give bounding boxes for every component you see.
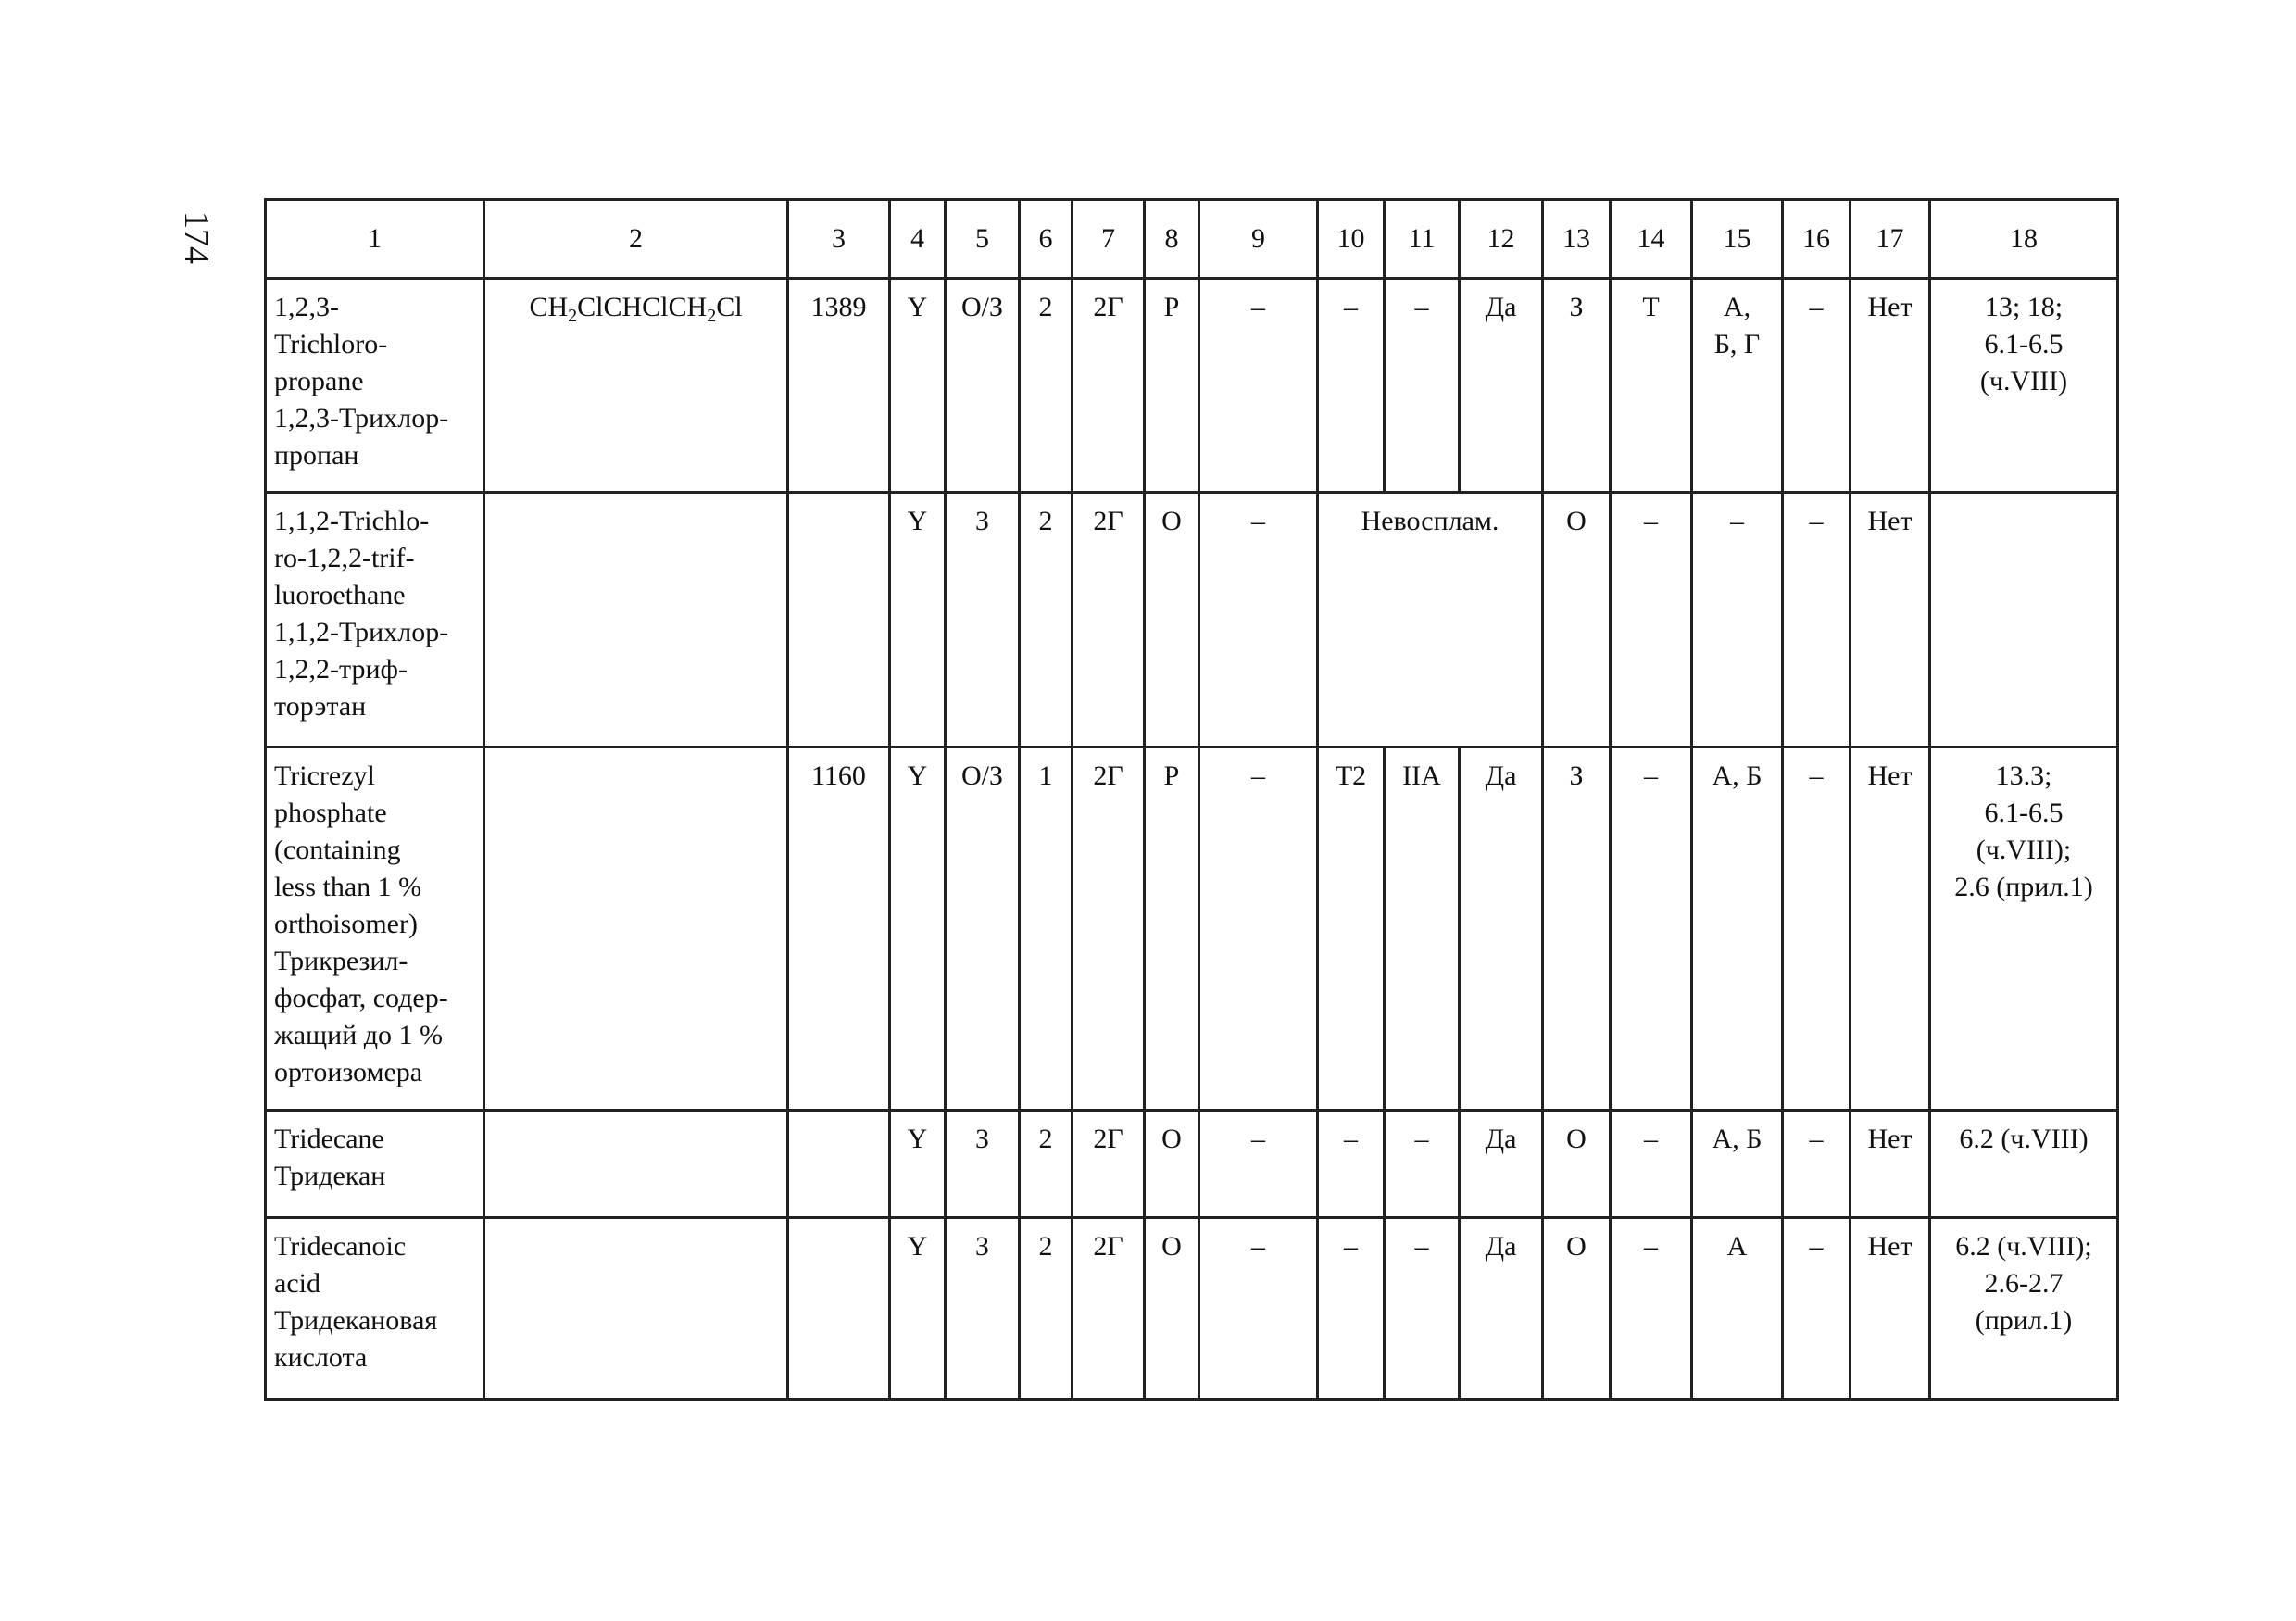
formula-cell xyxy=(484,493,788,748)
cell-col18 xyxy=(1930,1218,2118,1400)
name-line: phosphate xyxy=(274,798,387,828)
header-cell: 10 xyxy=(1318,200,1385,279)
cell-col17: Нет xyxy=(1851,1111,1930,1218)
name-line: жащий до 1 % xyxy=(274,1020,444,1050)
cell-line: (ч.VIII); xyxy=(1976,835,2072,865)
header-cell: 15 xyxy=(1692,200,1783,279)
cell-col5: З xyxy=(946,1111,1020,1218)
cell-col18 xyxy=(1930,748,2118,1111)
cell-col10-12-merged: Невосплам. xyxy=(1318,493,1543,748)
name-line: (containing xyxy=(274,835,401,865)
cell-col8: Р xyxy=(1145,279,1199,493)
substance-name-cell xyxy=(266,748,484,1111)
cell-col13: О xyxy=(1543,1111,1611,1218)
header-cell: 1 xyxy=(266,200,484,279)
cell-line: 6.1-6.5 xyxy=(1984,798,2064,828)
cell-col17: Нет xyxy=(1851,279,1930,493)
table-row xyxy=(266,1218,2118,1400)
substance-table xyxy=(264,198,2119,1401)
cell-col5: З xyxy=(946,493,1020,748)
cell-col3 xyxy=(788,1111,890,1218)
header-cell: 5 xyxy=(946,200,1020,279)
name-line: Tridecane xyxy=(274,1124,384,1154)
name-line: ортоизомера xyxy=(274,1057,423,1087)
cell-line: 2.6 (прил.1) xyxy=(1954,872,2093,902)
table-row xyxy=(266,1111,2118,1218)
cell-col18 xyxy=(1930,1111,2118,1218)
name-line: Тридекан xyxy=(274,1161,386,1191)
cell-col10: – xyxy=(1318,1218,1385,1400)
header-cell: 8 xyxy=(1145,200,1199,279)
cell-col13: З xyxy=(1543,748,1611,1111)
substance-name-cell xyxy=(266,1111,484,1218)
cell-col15: А xyxy=(1692,1218,1783,1400)
header-cell: 9 xyxy=(1199,200,1318,279)
cell-col16: – xyxy=(1783,1218,1851,1400)
cell-col7: 2Г xyxy=(1073,1111,1145,1218)
header-cell: 12 xyxy=(1460,200,1543,279)
cell-col10: – xyxy=(1318,1111,1385,1218)
cell-col8: О xyxy=(1145,493,1199,748)
name-line: Тридекановая xyxy=(274,1305,438,1336)
substance-name-cell xyxy=(266,1218,484,1400)
cell-col6: 1 xyxy=(1020,748,1073,1111)
cell-col15: А, Б xyxy=(1692,1111,1783,1218)
cell-col15: А, Б xyxy=(1692,748,1783,1111)
cell-col9: – xyxy=(1199,279,1318,493)
cell-col9: – xyxy=(1199,748,1318,1111)
cell-col18 xyxy=(1930,279,2118,493)
header-cell: 18 xyxy=(1930,200,2118,279)
name-line: пропан xyxy=(274,440,359,471)
cell-col5: О/З xyxy=(946,279,1020,493)
header-cell: 14 xyxy=(1611,200,1692,279)
cell-col12: Да xyxy=(1460,1218,1543,1400)
cell-col5: О/З xyxy=(946,748,1020,1111)
cell-col8: О xyxy=(1145,1218,1199,1400)
name-line: кислота xyxy=(274,1342,368,1373)
cell-col6: 2 xyxy=(1020,1218,1073,1400)
cell-col9: – xyxy=(1199,1111,1318,1218)
header-cell: 16 xyxy=(1783,200,1851,279)
substance-name-cell xyxy=(266,493,484,748)
cell-col11: – xyxy=(1385,1111,1460,1218)
formula-subscript: 2 xyxy=(568,306,578,326)
name-line: Трикрезил- xyxy=(274,946,408,976)
cell-col10: Т2 xyxy=(1318,748,1385,1111)
cell-col14: – xyxy=(1611,493,1692,748)
cell-line: (ч.VIII) xyxy=(1979,366,2068,396)
cell-col11: – xyxy=(1385,1218,1460,1400)
formula-part: ClCHClCH xyxy=(577,292,708,322)
name-line: 1,2,3-Трихлор- xyxy=(274,403,449,434)
cell-col13: О xyxy=(1543,493,1611,748)
name-line: 1,1,2-Trichlo- xyxy=(274,506,430,536)
cell-line: 6.1-6.5 xyxy=(1984,329,2064,359)
cell-col14: – xyxy=(1611,748,1692,1111)
cell-line: 2.6-2.7 xyxy=(1984,1268,2064,1299)
header-cell: 4 xyxy=(890,200,946,279)
cell-col3 xyxy=(788,493,890,748)
cell-line: (прил.1) xyxy=(1975,1305,2073,1336)
formula-part: CH xyxy=(529,292,569,322)
cell-col14: – xyxy=(1611,1218,1692,1400)
header-cell: 7 xyxy=(1073,200,1145,279)
cell-col17: Нет xyxy=(1851,748,1930,1111)
cell-col15: – xyxy=(1692,493,1783,748)
cell-col6: 2 xyxy=(1020,279,1073,493)
cell-col7: 2Г xyxy=(1073,493,1145,748)
header-cell: 2 xyxy=(484,200,788,279)
cell-col11: – xyxy=(1385,279,1460,493)
name-line: ro-1,2,2-trif- xyxy=(274,543,415,573)
cell-col18 xyxy=(1930,493,2118,748)
name-line: acid xyxy=(274,1268,320,1299)
cell-col8: Р xyxy=(1145,748,1199,1111)
cell-line: 6.2 (ч.VIII) xyxy=(1959,1124,2089,1154)
cell-col14: Т xyxy=(1611,279,1692,493)
cell-col13: З xyxy=(1543,279,1611,493)
header-cell: 3 xyxy=(788,200,890,279)
name-line: Trichloro- xyxy=(274,329,388,359)
name-line: luoroethane xyxy=(274,580,406,610)
cell-col13: О xyxy=(1543,1218,1611,1400)
cell-col3 xyxy=(788,1218,890,1400)
name-line: Tridecanoic xyxy=(274,1231,407,1262)
cell-col12: Да xyxy=(1460,748,1543,1111)
cell-col16: – xyxy=(1783,493,1851,748)
cell-col4: Y xyxy=(890,1218,946,1400)
cell-col17: Нет xyxy=(1851,1218,1930,1400)
cell-line: 6.2 (ч.VIII); xyxy=(1955,1231,2092,1262)
cell-col12: Да xyxy=(1460,1111,1543,1218)
cell-col11: IIA xyxy=(1385,748,1460,1111)
cell-col4: Y xyxy=(890,748,946,1111)
cell-col3: 1389 xyxy=(788,279,890,493)
cell-col7: 2Г xyxy=(1073,279,1145,493)
cell-col8: О xyxy=(1145,1111,1199,1218)
cell-col16: – xyxy=(1783,748,1851,1111)
cell-col15 xyxy=(1692,279,1783,493)
formula-cell xyxy=(484,748,788,1111)
cell-col4: Y xyxy=(890,493,946,748)
formula-cell xyxy=(484,1218,788,1400)
cell-line: 13.3; xyxy=(1995,760,2052,791)
header-cell: 6 xyxy=(1020,200,1073,279)
formula-cell xyxy=(484,279,788,493)
name-line: 1,2,3- xyxy=(274,292,339,322)
cell-col3: 1160 xyxy=(788,748,890,1111)
cell-col4: Y xyxy=(890,1111,946,1218)
name-line: propane xyxy=(274,366,364,396)
cell-col14: – xyxy=(1611,1111,1692,1218)
name-line: less than 1 % xyxy=(274,872,422,902)
header-cell: 17 xyxy=(1851,200,1930,279)
cell-line: А, xyxy=(1723,292,1751,322)
substance-name-cell xyxy=(266,279,484,493)
cell-col9: – xyxy=(1199,493,1318,748)
name-line: фосфат, содер- xyxy=(274,983,448,1013)
cell-col17: Нет xyxy=(1851,493,1930,748)
cell-line: Б, Г xyxy=(1713,329,1761,359)
table-row xyxy=(266,493,2118,748)
cell-col7: 2Г xyxy=(1073,748,1145,1111)
name-line: 1,2,2-триф- xyxy=(274,654,408,685)
table-row xyxy=(266,279,2118,493)
name-line: orthoisomer) xyxy=(274,909,418,939)
name-line: торэтан xyxy=(274,691,367,722)
formula-part: Cl xyxy=(716,292,743,322)
cell-col16: – xyxy=(1783,1111,1851,1218)
name-line: Tricrezyl xyxy=(274,760,375,791)
cell-col12: Да xyxy=(1460,279,1543,493)
cell-col5: З xyxy=(946,1218,1020,1400)
cell-col9: – xyxy=(1199,1218,1318,1400)
cell-col4: Y xyxy=(890,279,946,493)
cell-line: 13; 18; xyxy=(1984,292,2064,322)
cell-col10: – xyxy=(1318,279,1385,493)
header-cell: 11 xyxy=(1385,200,1460,279)
header-row xyxy=(266,200,2118,279)
page-number: 174 xyxy=(177,211,216,264)
formula-subscript: 2 xyxy=(707,306,717,326)
cell-col6: 2 xyxy=(1020,493,1073,748)
formula-cell xyxy=(484,1111,788,1218)
header-cell: 13 xyxy=(1543,200,1611,279)
cell-col16: – xyxy=(1783,279,1851,493)
cell-col6: 2 xyxy=(1020,1111,1073,1218)
cell-col7: 2Г xyxy=(1073,1218,1145,1400)
name-line: 1,1,2-Трихлор- xyxy=(274,617,449,647)
table-row xyxy=(266,748,2118,1111)
